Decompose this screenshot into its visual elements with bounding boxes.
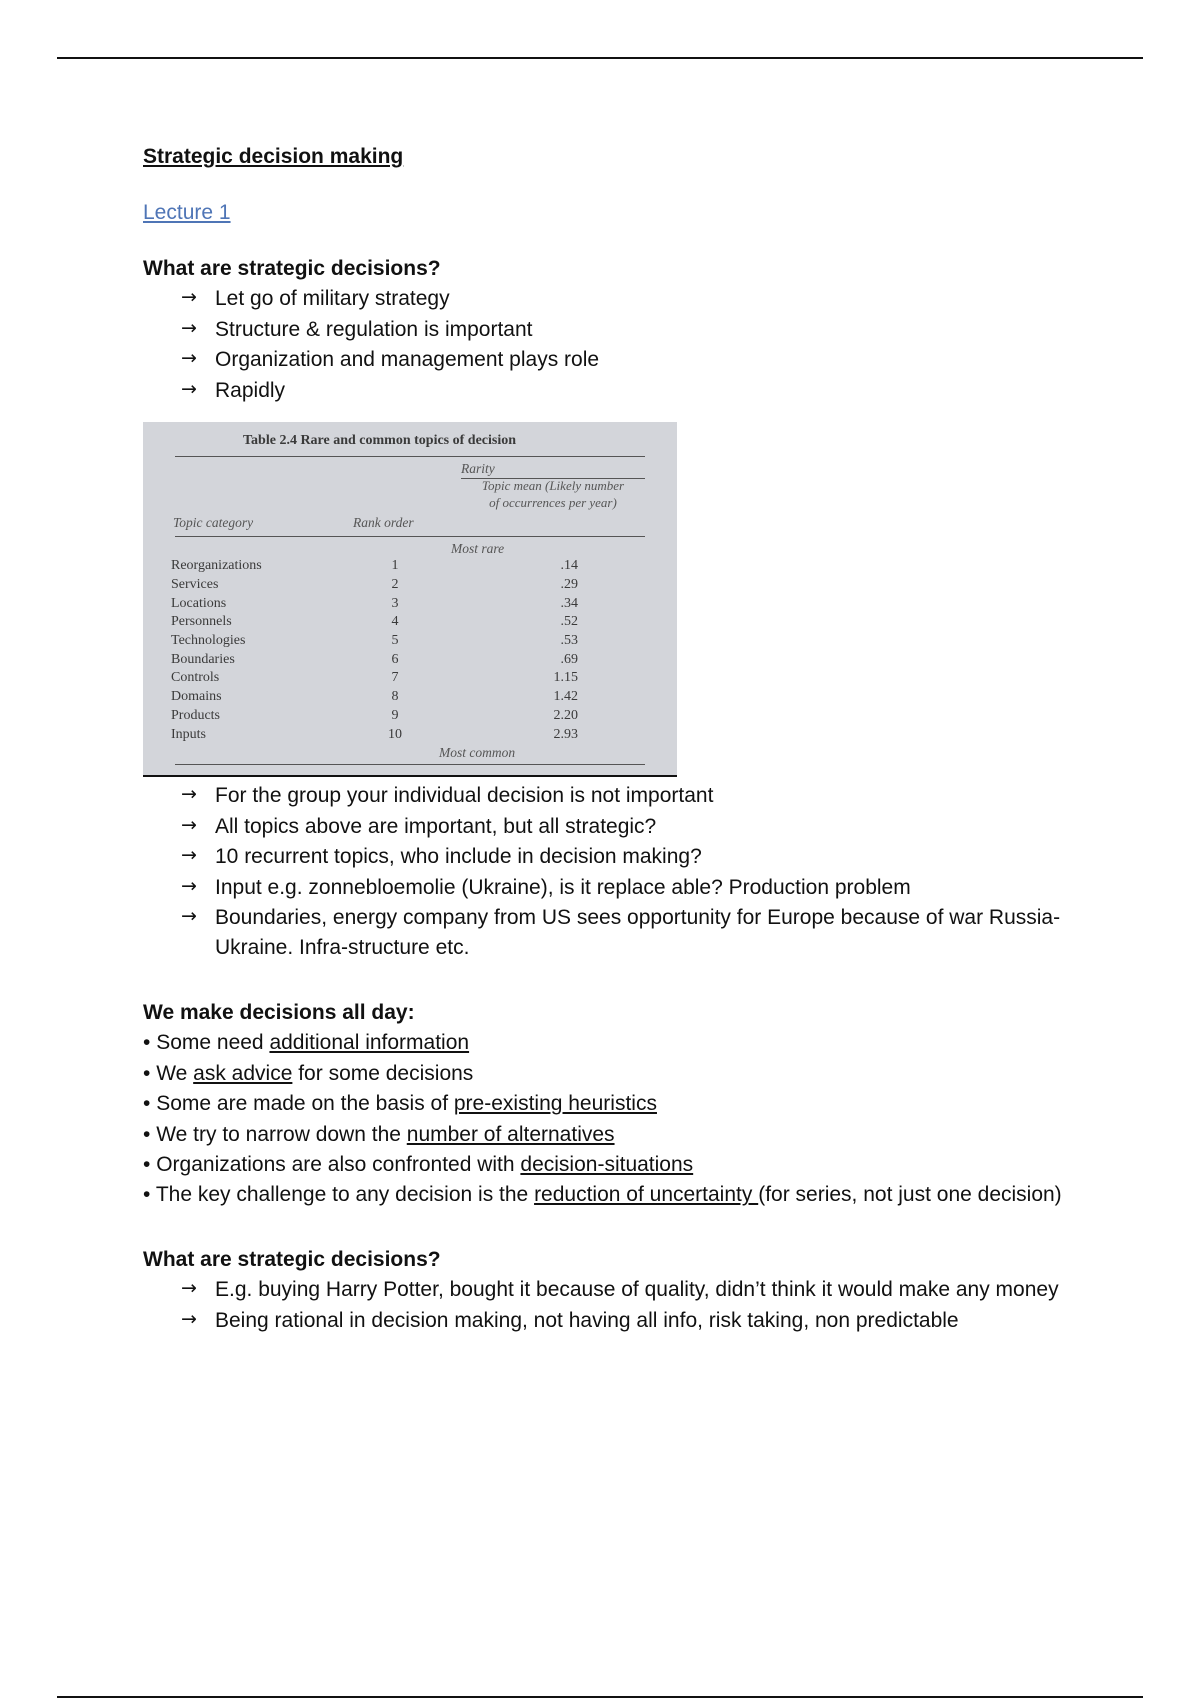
- table-cell: 2: [391, 576, 399, 592]
- list-item: → Rapidly: [181, 377, 286, 402]
- table-cell: 4: [391, 614, 399, 630]
- table-cell: .14: [560, 558, 578, 574]
- bullet-icon: •: [143, 1061, 151, 1085]
- table-cell: 8: [391, 689, 399, 705]
- table-cell: 1.15: [553, 670, 578, 686]
- table-cell: 1: [391, 558, 399, 574]
- page-title: Strategic decision making: [143, 145, 404, 168]
- table-cell: Reorganizations: [171, 558, 262, 574]
- arrow-icon: →: [181, 813, 197, 836]
- col-rank-header: Rank order: [353, 515, 414, 531]
- list-item: • We try to narrow down the number of alternatives: [143, 1122, 615, 1146]
- table-cell: Controls: [171, 670, 220, 686]
- arrow-icon: →: [181, 844, 197, 867]
- arrow-icon: →: [181, 1277, 197, 1300]
- table-cell: 6: [391, 651, 399, 667]
- table-cell: .53: [560, 633, 578, 648]
- arrow-icon: →: [181, 377, 197, 400]
- arrow-list-1: [143, 284, 1063, 406]
- bullet-icon: •: [143, 1122, 151, 1146]
- section-heading-decisions-all-day: We make decisions all day:: [143, 1000, 415, 1024]
- arrow-icon: →: [181, 316, 197, 339]
- table-cell: 7: [391, 670, 399, 686]
- bullet-icon: •: [143, 1183, 151, 1207]
- document-body: [143, 142, 1063, 1336]
- table-cell: .69: [560, 651, 578, 667]
- lecture-heading: Lecture 1: [143, 201, 231, 224]
- rarity-label: Rarity: [461, 461, 495, 477]
- table-cell: Personnels: [171, 614, 232, 630]
- list-item: • Some need additional information: [143, 1031, 470, 1055]
- col-mean-header: Topic mean (Likely number of occurrences per year): [481, 478, 625, 511]
- table-cell: Services: [171, 576, 219, 592]
- table-cell: 2.20: [553, 707, 578, 723]
- table-cell: 5: [391, 633, 399, 648]
- list-item: • Organizations are also confronted with decision-situations: [143, 1153, 694, 1176]
- list-item: → Let go of military strategy: [181, 286, 450, 311]
- arrow-icon: →: [181, 874, 197, 897]
- most-common-label: Most common: [439, 745, 516, 761]
- list-item: → Organization and management plays role: [181, 347, 600, 372]
- list-item: → Being rational in decision making, not having all info, risk taking, non predictable: [181, 1307, 959, 1332]
- table-cell: Domains: [171, 689, 222, 705]
- bullet-icon: •: [143, 1092, 151, 1116]
- table-cell: Locations: [171, 595, 227, 611]
- list-item: → 10 recurrent topics, who include in decision making?: [181, 844, 702, 869]
- table-cell: 9: [391, 707, 399, 723]
- bullet-list: [143, 1028, 1063, 1211]
- list-item: → Boundaries, energy company from US sees opportunity for Europe because of war Russia-Ukraine. Infra-structure etc.: [181, 904, 1061, 960]
- table-cell: .29: [560, 576, 578, 592]
- table-cell: 10: [388, 726, 402, 742]
- header-rule: [57, 57, 1143, 59]
- list-item: → All topics above are important, but all strategic?: [181, 813, 657, 838]
- arrow-icon: →: [181, 347, 197, 370]
- table-cell: 1.42: [553, 689, 578, 705]
- table-cell: Boundaries: [171, 651, 235, 667]
- arrow-list-3: [143, 1275, 1063, 1336]
- table-cell: 2.93: [553, 726, 578, 742]
- arrow-icon: →: [181, 286, 197, 309]
- footer-rule: [57, 1696, 1143, 1698]
- table-title: Table 2.4 Rare and common topics of decision: [243, 433, 517, 449]
- section-heading-strategic-decisions-2: What are strategic decisions?: [143, 1247, 441, 1271]
- list-item: → Input e.g. zonnebloemolie (Ukraine), is it replace able? Production problem: [181, 874, 911, 899]
- list-item: • The key challenge to any decision is the reduction of uncertainty (for series, not just one decision): [143, 1183, 1062, 1207]
- list-item: • We ask advice for some decisions: [143, 1061, 474, 1085]
- table-cell: .34: [560, 595, 578, 611]
- arrow-icon: →: [181, 783, 197, 806]
- list-item: • Some are made on the basis of pre-existing heuristics: [143, 1092, 657, 1116]
- table-cell: Products: [171, 707, 220, 723]
- rank-column: [385, 557, 405, 744]
- arrow-icon: →: [181, 1307, 197, 1330]
- table-photo: [143, 422, 677, 777]
- list-item: → E.g. buying Harry Potter, bought it because of quality, didn’t think it would make any money: [181, 1277, 1059, 1302]
- col-category-header: Topic category: [173, 515, 254, 531]
- list-item: → Structure & regulation is important: [181, 316, 533, 341]
- most-rare-label: Most rare: [451, 541, 505, 557]
- arrow-list-2: [143, 781, 1063, 964]
- table-cell: Inputs: [171, 726, 206, 742]
- bullet-icon: •: [143, 1153, 151, 1176]
- list-item: → For the group your individual decision is not important: [181, 783, 714, 808]
- table-cell: 3: [391, 595, 399, 611]
- bullet-icon: •: [143, 1031, 151, 1055]
- table-cell: Technologies: [171, 633, 246, 648]
- arrow-icon: →: [181, 904, 197, 927]
- category-column: [171, 557, 262, 744]
- section-heading-strategic-decisions: What are strategic decisions?: [143, 257, 441, 280]
- table-cell: .52: [560, 614, 578, 630]
- mean-column: [538, 557, 578, 744]
